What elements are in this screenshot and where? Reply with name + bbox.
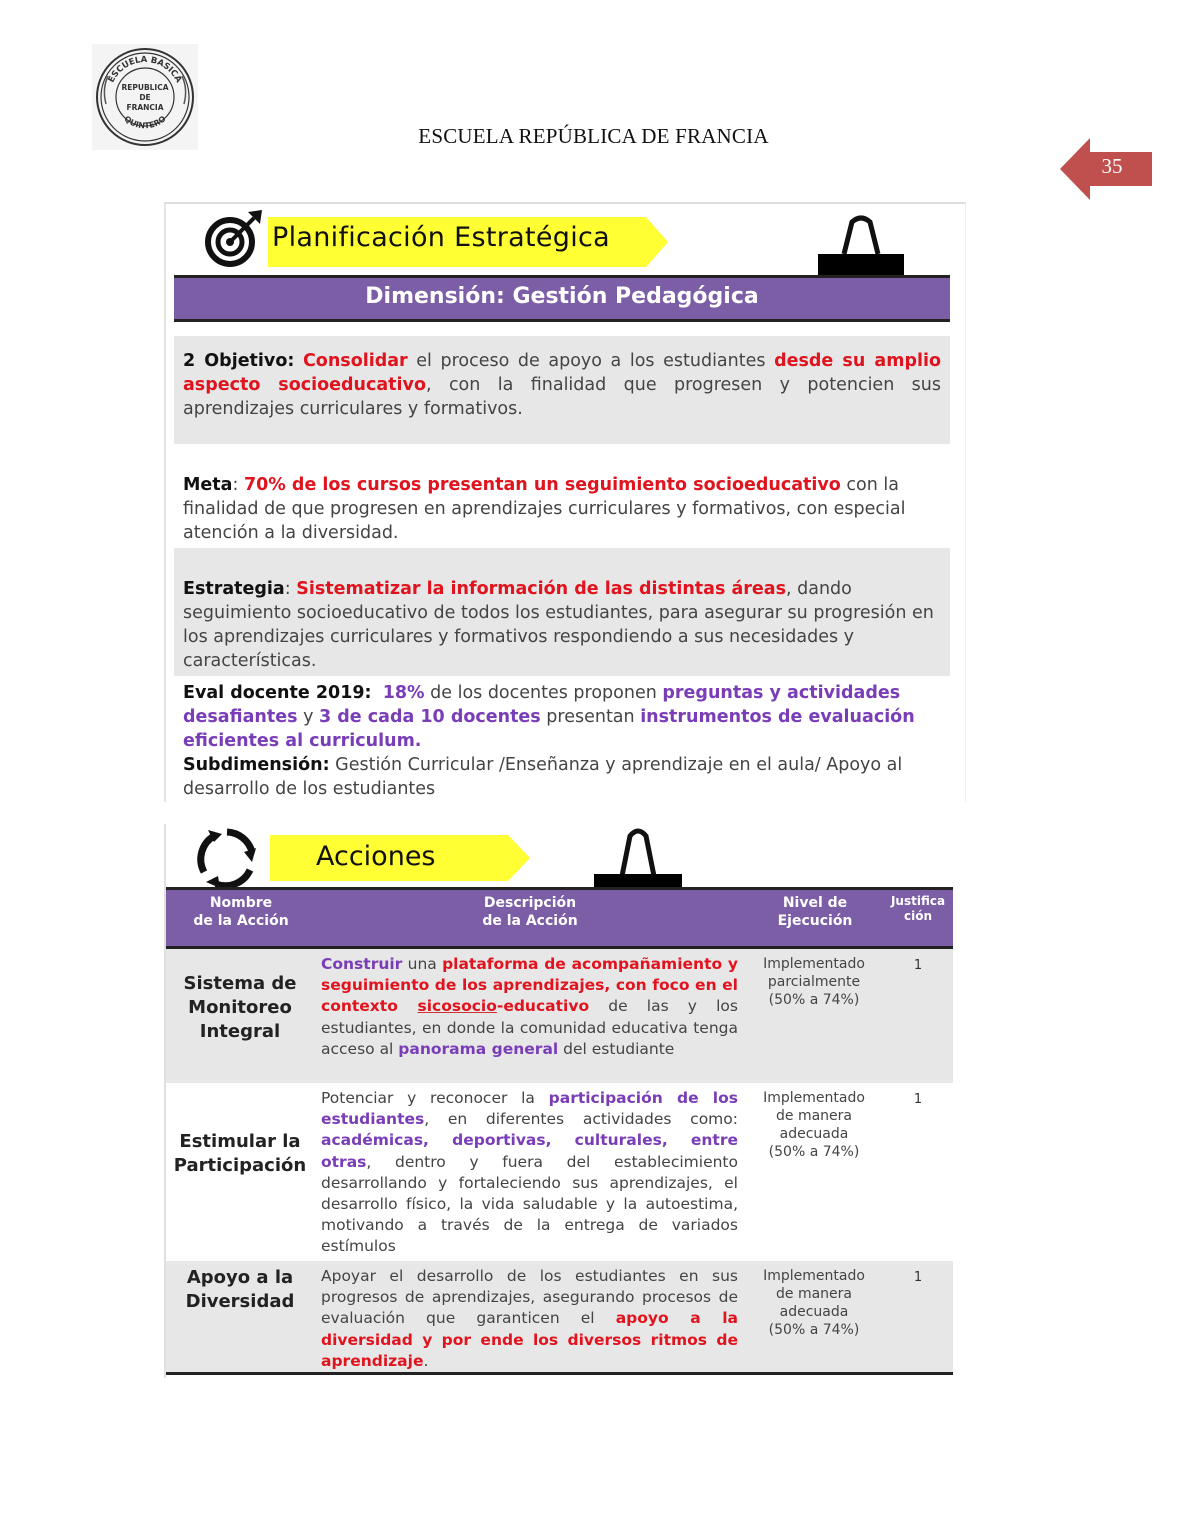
row-1-name-line-3: Integral [199, 1021, 281, 1042]
objective-emphasis-1: Consolidar [302, 351, 408, 371]
strategy-colon: : [284, 579, 297, 599]
row-1-desc-4: sicosocio [417, 997, 497, 1016]
row-1-desc-1: Construir [321, 955, 403, 973]
strategy-label: Estrategia [183, 579, 285, 599]
eval-emphasis-1: preguntas y actividades desafiantes [183, 683, 901, 727]
row-1-level-line-1: Implementado [763, 956, 865, 972]
row-1-desc-3: plataforma de acompañamiento y seguimiento de los aprendizajes, con foco en el contexto [321, 955, 738, 1016]
seal-arc-top: ESCUELA BASICA [106, 54, 184, 85]
row-2-desc-4: académicas, deportivas, culturales, entre otras [321, 1131, 738, 1171]
cycle-arrows-icon [194, 826, 260, 892]
row-2-name-line-2: Participación [173, 1155, 307, 1176]
row-1-level-line-2: parcialmente [767, 974, 861, 990]
eval-text-1: de los docentes proponen [424, 683, 663, 703]
row-3-desc-3: . [423, 1351, 429, 1370]
header-name-line-1: Nombre [209, 895, 273, 911]
row-2-name-line-1: Estimular la [179, 1131, 301, 1152]
strategy-text [183, 577, 943, 673]
row-1-desc-5: -educativo [496, 997, 590, 1016]
planning-banner-title: Planificación Estratégica [272, 222, 610, 253]
header-name-line-2: de la Acción [193, 913, 289, 929]
header-desc-line-1: Descripción [483, 895, 577, 911]
row-2-desc-2: participación de los estudiantes [321, 1089, 738, 1129]
objective-text-1: el proceso de apoyo a los estudiantes [407, 351, 775, 371]
eval-text-3: presentan [540, 707, 641, 727]
subdimension-value: Gestión Curricular /Enseñanza y aprendizaje en el aula/ Apoyo al desarrollo de los estudiantes [183, 755, 903, 799]
row-2-description [321, 1088, 738, 1258]
row-1-desc-6: de las y los estudiantes, en donde la comunidad educativa tenga acceso al [321, 997, 738, 1058]
header-action-name [176, 894, 306, 930]
row-2-desc-5: , dentro y fuera del establecimiento desarrollando y fortaleciendo sus aprendizajes, el desarrollo físico, la vida saludable y la autoestima, motivando a través de la entrega de variados estímulos [321, 1152, 738, 1256]
objective-text [183, 349, 941, 421]
goal-text-rest: con la finalidad de que progresen en aprendizajes curriculares y formativos, con especial atención a la diversidad. [183, 475, 906, 543]
row-1-level [752, 955, 876, 1009]
eval-emphasis-3: instrumentos de evaluación eficientes al curriculum. [183, 707, 915, 751]
row-3-level [752, 1267, 876, 1339]
goal-text [183, 473, 943, 545]
eval-emphasis-2: 3 de cada 10 docentes [319, 707, 541, 727]
goal-emphasis: 70% de los cursos presentan un seguimiento socioeducativo [243, 475, 841, 495]
row-1-name [170, 972, 310, 1044]
dimension-title: Dimensión: Gestión Pedagógica [365, 284, 759, 309]
row-2-justification: 1 [913, 1092, 923, 1107]
row-1-desc-8: del estudiante [558, 1039, 675, 1058]
row-1-name-line-1: Sistema de [183, 973, 297, 994]
row-2-level-line-3: adecuada [779, 1126, 849, 1142]
seal-arc-bottom: QUINTERO [122, 114, 168, 131]
header-just-line-1: Justifica [890, 894, 946, 908]
page-number: 35 [1101, 154, 1123, 178]
eval-text [183, 681, 943, 753]
row-1-justification: 1 [913, 958, 923, 973]
row-2-desc-3: , en diferentes actividades como: [424, 1110, 738, 1129]
objective-emphasis-2: desde su amplio aspecto socioeducativo [183, 351, 941, 395]
row-2-desc-1: Potenciar y reconocer la [321, 1089, 549, 1107]
row-3-description [321, 1266, 738, 1372]
seal-line-2: DE [139, 93, 151, 102]
row-3-desc-2: apoyo a la diversidad y por ende los diversos ritmos de aprendizaje [321, 1309, 738, 1370]
row-1-desc-2: una [402, 955, 443, 973]
row-1-name-line-2: Monitoreo [188, 997, 292, 1018]
row-2-level-line-2: de manera [776, 1108, 852, 1124]
row-2-level-line-4: (50% a 74%) [768, 1144, 860, 1160]
header-level-line-2: Ejecución [777, 913, 853, 929]
row-1-description [321, 954, 738, 1060]
header-just-line-2: ción [903, 909, 932, 923]
row-3-level-line-2: de manera [776, 1286, 852, 1302]
row-2-level-line-1: Implementado [763, 1090, 865, 1106]
row-3-name-line-1: Apoyo a la [186, 1267, 294, 1288]
row-3-justification: 1 [913, 1270, 923, 1285]
row-1-level-line-3: (50% a 74%) [768, 992, 860, 1008]
row-3-name [170, 1266, 310, 1314]
strategy-text-rest: , dando seguimiento socioeducativo de todos los estudiantes, para asegurar su progresión en los aprendizajes curriculares y formativos respondiendo a sus necesidades y características. [183, 579, 934, 671]
header-action-description [420, 894, 640, 930]
row-2-level [752, 1089, 876, 1161]
row-1-desc-7: panorama general [398, 1039, 559, 1058]
eval-label: Eval docente 2019: [183, 683, 372, 703]
goal-label: Meta [183, 475, 233, 495]
strategy-emphasis: Sistematizar la información de las distintas áreas [296, 579, 786, 599]
eval-text-2: y [297, 707, 319, 727]
goal-colon: : [232, 475, 244, 495]
school-title: ESCUELA REPÚBLICA DE FRANCIA [418, 124, 769, 148]
header-desc-line-2: de la Acción [482, 913, 578, 929]
subdimension-text [183, 753, 943, 801]
header-execution-level [760, 894, 870, 930]
target-icon [204, 206, 266, 268]
subdimension-label: Subdimensión: [183, 755, 330, 775]
objective-text-2: , con la finalidad que progresen y potencien sus aprendizajes curriculares y formativos. [183, 375, 942, 419]
eval-percent: 18% [382, 683, 425, 703]
row-3-desc-1: Apoyar el desarrollo de los estudiantes en sus progresos de aprendizajes, asegurando procesos de evaluación que garanticen el [321, 1267, 738, 1328]
header-justification [884, 894, 952, 924]
seal-line-3: FRANCIA [126, 103, 164, 112]
row-3-name-line-2: Diversidad [185, 1291, 295, 1312]
row-3-level-line-1: Implementado [763, 1268, 865, 1284]
header-level-line-1: Nivel de [782, 895, 848, 911]
row-3-level-line-4: (50% a 74%) [768, 1322, 860, 1338]
row-3-level-line-3: adecuada [779, 1304, 849, 1320]
actions-banner-title: Acciones [316, 841, 436, 872]
row-2-name [170, 1130, 310, 1178]
objective-label: 2 Objetivo: [183, 351, 295, 371]
seal-line-1: REPUBLICA [121, 83, 169, 92]
